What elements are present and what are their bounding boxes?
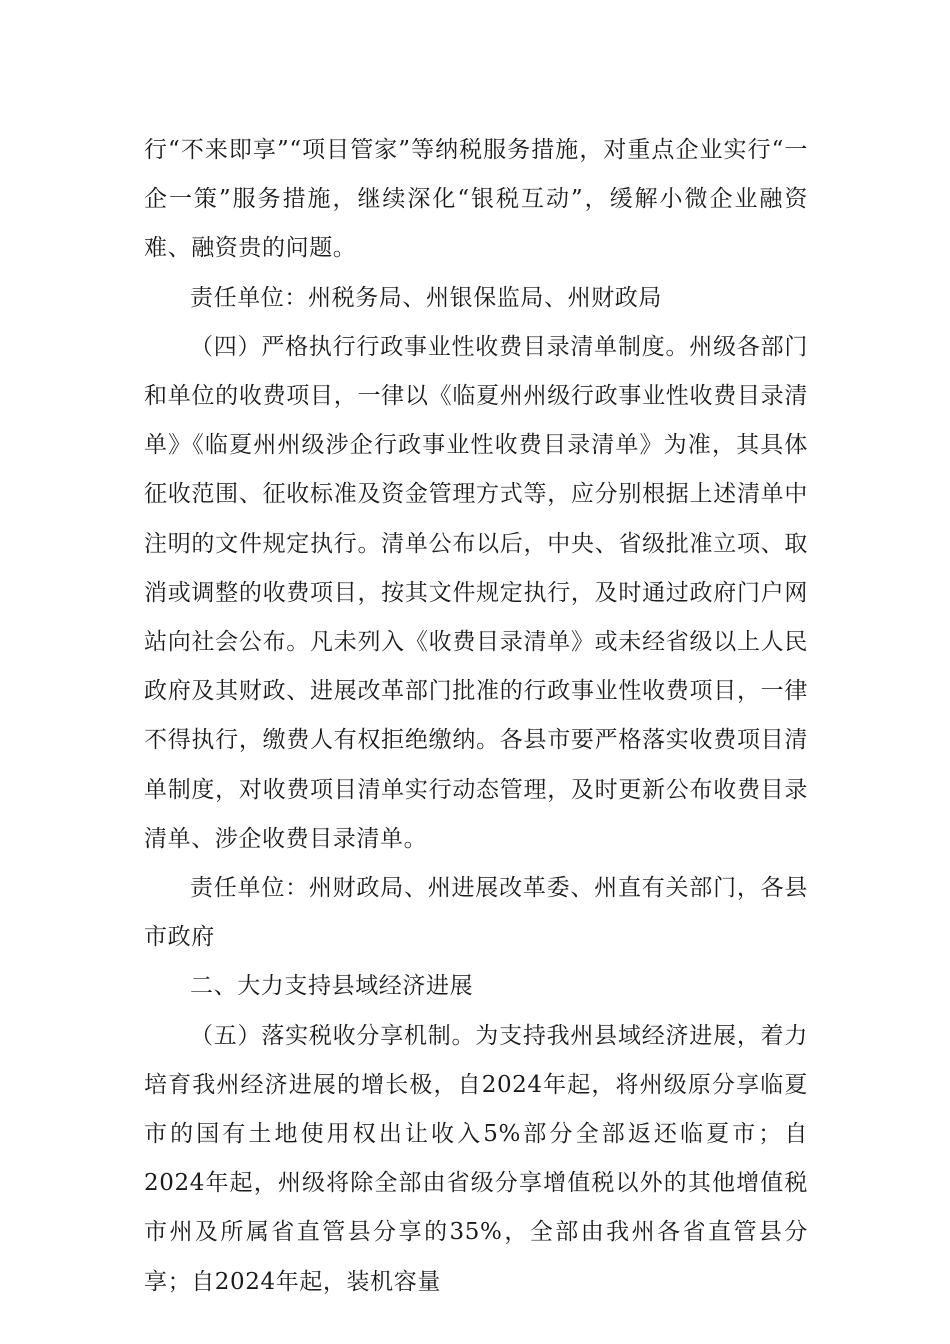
- paragraph-tax-service-continuation: 行“不来即享”“项目管家”等纳税服务措施，对重点企业实行“一企一策”服务措施，继续深化“银税互动”，缓解小微企业融资难、融资贵的问题。: [144, 137, 808, 262]
- document-body: [144, 126, 808, 1307]
- paragraph-responsible-units-1: 责任单位：州税务局、州银保监局、州财政局: [190, 284, 662, 311]
- paragraph-section-four: （四）严格执行行政事业性收费目录清单制度。州级各部门和单位的收费项目，一律以《临夏州州级行政事业性收费目录清单》《临夏州州级涉企行政事业性收费目录清单》为准，其具体征收范围、征收标准及资金管理方式等，应分别根据上述清单中注明的文件规定执行。清单公布以后，中央、省级批准立项、取消或调整的收费项目，按其文件规定执行，及时通过政府门户网站向社会公布。凡未列入《收费目录清单》或未经省级以上人民政府及其财政、进展改革部门批准的行政事业性收费项目，一律不得执行，缴费人有权拒绝缴纳。各县市要严格落实收费项目清单制度，对收费项目清单实行动态管理，及时更新公布收费目录清单、涉企收费目录清单。: [144, 333, 808, 852]
- section-heading-two: 二、大力支持县域经济进展: [190, 973, 474, 1000]
- paragraph-responsible-units-2: 责任单位：州财政局、州进展改革委、州直有关部门，各县市政府: [144, 875, 808, 951]
- paragraph-section-five: （五）落实税收分享机制。为支持我州县域经济进展，着力培育我州经济进展的增长极，自2024年起，将州级原分享临夏市的国有土地使用权出让收入5%部分全部返还临夏市；自2024年起，州级将除全部由省级分享增值税以外的其他增值税市州及所属省直管县分享的35%，全部由我州各省直管县分享；自2024年起，装机容量: [144, 1022, 808, 1295]
